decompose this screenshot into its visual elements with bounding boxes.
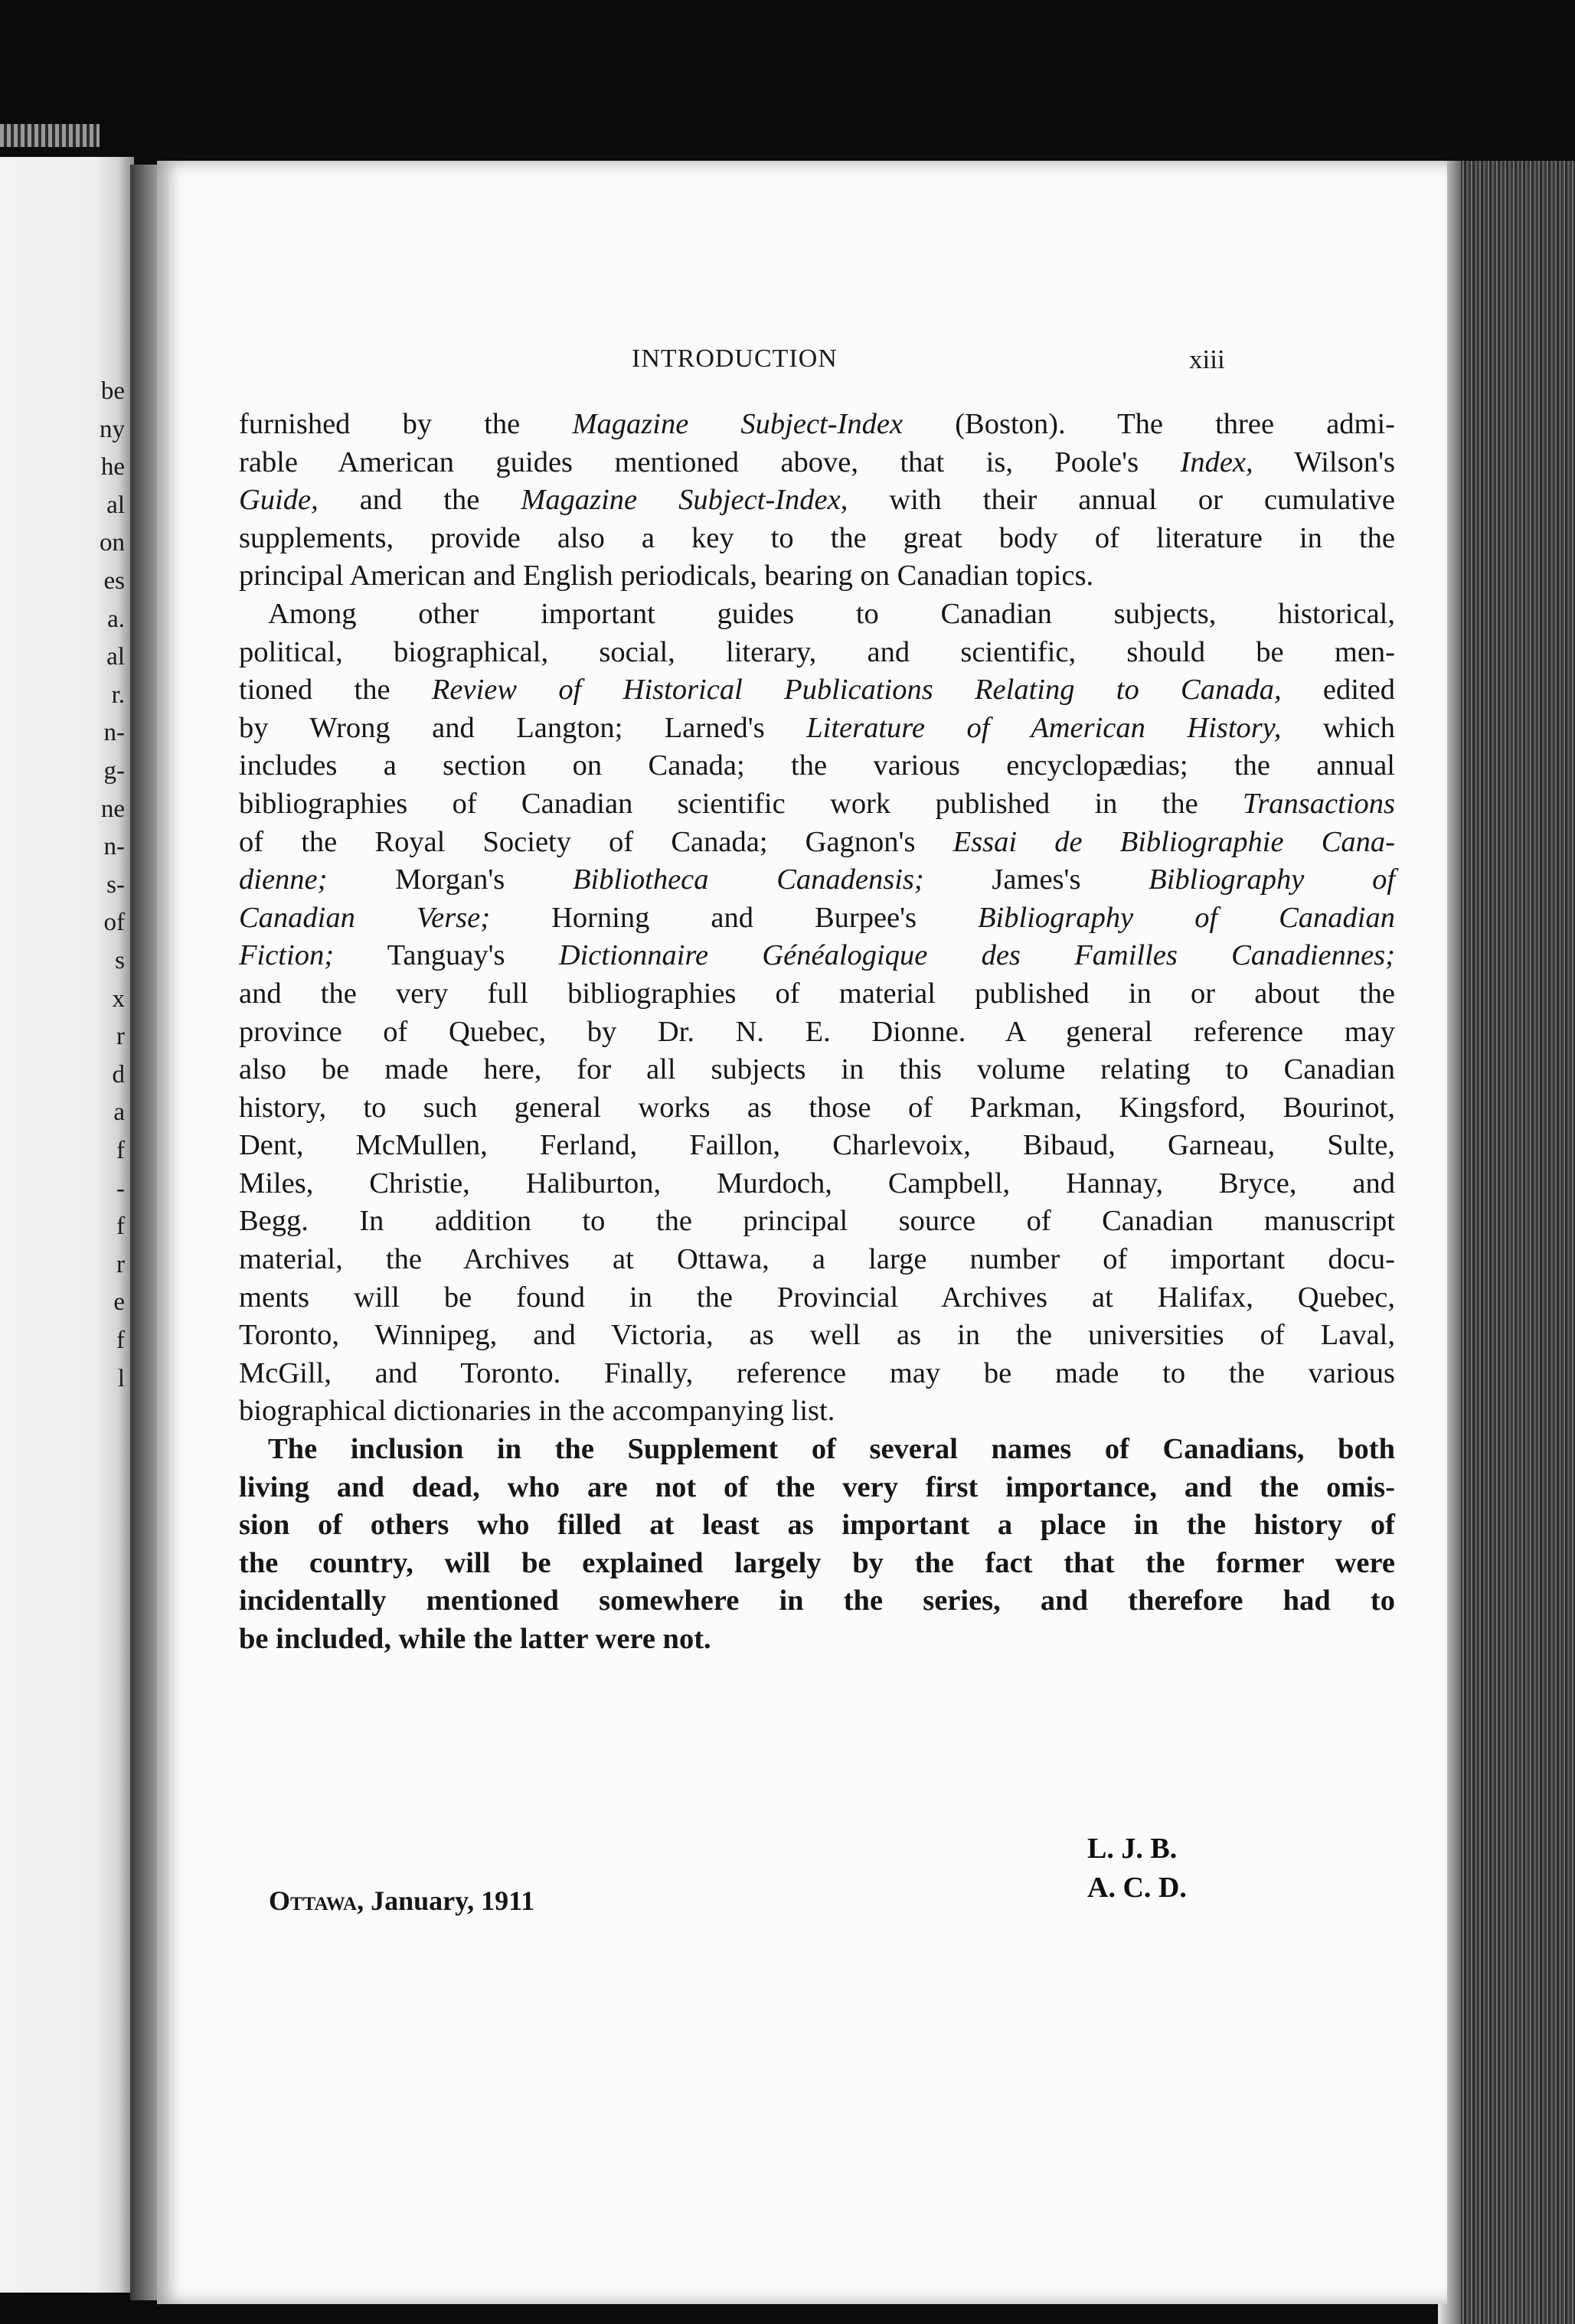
- left-page-text-fragment: l: [117, 1364, 125, 1392]
- text-line: [239, 861, 1395, 899]
- running-head: [157, 344, 1447, 383]
- text-line: [239, 1545, 1395, 1583]
- text-run: Toronto, Winnipeg, and Victoria, as well as in the universities of Laval,: [239, 1319, 1395, 1352]
- text-run: by Wrong and Langton; Larned's: [239, 711, 807, 744]
- text-line: [239, 1392, 1395, 1431]
- left-page-text-fragment: be: [100, 377, 125, 405]
- text-run: province of Quebec, by Dr. N. E. Dionne. A general reference may: [239, 1015, 1395, 1048]
- text-line: [239, 671, 1395, 710]
- text-line: [239, 975, 1395, 1013]
- text-run: includes a section on Canada; the various encyclopædias; the annual: [239, 749, 1395, 782]
- dateline: [269, 1885, 534, 1917]
- text-run: which: [1281, 711, 1395, 744]
- text-run: Horning and Burpee's: [490, 901, 979, 934]
- italic-title: Essai de Bibliographie Cana-: [953, 825, 1395, 858]
- text-line: [239, 747, 1395, 785]
- italic-title: Canadian Verse;: [239, 901, 491, 934]
- left-page-text-fragment: a.: [107, 605, 125, 633]
- left-page-text-fragment: f: [116, 1213, 125, 1241]
- left-page-text-fragment: g-: [103, 757, 125, 785]
- italic-title: Dictionnaire Généalogique des Familles Canadiennes;: [558, 939, 1395, 972]
- text-line: [239, 937, 1395, 975]
- dateline-date: , January, 1911: [357, 1885, 535, 1916]
- left-facing-page: [0, 157, 134, 2293]
- signature-line-1: L. J. B.: [1087, 1833, 1178, 1865]
- text-run: political, biographical, social, literary, and scientific, should be men-: [239, 635, 1395, 668]
- left-page-text-fragment: he: [100, 453, 125, 481]
- signature-line-2: A. C. D.: [1087, 1872, 1187, 1904]
- text-run: tioned the: [239, 674, 432, 707]
- running-title: INTRODUCTION: [632, 344, 838, 373]
- text-line: [239, 1203, 1395, 1241]
- italic-title: Literature of American History,: [806, 711, 1282, 744]
- left-page-text-fragment: a: [113, 1098, 125, 1127]
- italic-title: Transactions: [1243, 787, 1395, 820]
- text-line: [239, 557, 1395, 596]
- text-run: Tanguay's: [334, 939, 559, 972]
- paragraph-1: [239, 406, 1395, 596]
- text-run: Wilson's: [1253, 446, 1395, 478]
- text-line: [239, 1127, 1395, 1165]
- left-page-text-fragment: n-: [103, 719, 125, 747]
- italic-title: Index,: [1180, 446, 1253, 478]
- text-line: [239, 824, 1395, 862]
- text-run: biographical dictionaries in the accompanying list.: [239, 1395, 835, 1428]
- text-line: [239, 1317, 1395, 1355]
- text-run: material, the Archives at Ottawa, a large number of important docu-: [239, 1243, 1395, 1276]
- text-run: rable American guides mentioned above, that is, Poole's: [239, 446, 1181, 478]
- signature-initials: [1087, 1829, 1187, 1908]
- text-run: and the very full bibliographies of material published in or about the: [239, 977, 1395, 1010]
- text-line: [239, 1051, 1395, 1089]
- left-page-text-fragment: e: [113, 1288, 125, 1317]
- text-run: ments will be found in the Provincial Archives at Halifax, Quebec,: [239, 1281, 1395, 1314]
- text-run: history, to such general works as those of Parkman, Kingsford, Bourinot,: [239, 1091, 1395, 1124]
- text-line: [239, 1279, 1395, 1317]
- left-page-text-fragment: f: [116, 1327, 125, 1354]
- left-page-text-fragment: d: [112, 1060, 125, 1089]
- italic-title: Magazine Subject-Index: [572, 408, 904, 440]
- text-run: Among other important guides to Canadian subjects, historical,: [268, 597, 1395, 630]
- text-run: of the Royal Society of Canada; Gagnon's: [239, 825, 953, 858]
- text-run: edited: [1281, 674, 1395, 707]
- text-run: the country, will be explained largely by the fact that the former were: [239, 1546, 1395, 1579]
- text-line: [239, 1621, 1395, 1659]
- italic-title: Bibliotheca Canadensis;: [573, 863, 924, 896]
- text-run: with their annual or cumulative: [848, 484, 1395, 517]
- text-run: McGill, and Toronto. Finally, reference may be made to the various: [239, 1356, 1395, 1389]
- italic-title: Bibliography of Canadian: [978, 901, 1395, 934]
- italic-title: Review of Historical Publications Relating to Canada,: [431, 674, 1282, 707]
- text-line: [239, 1469, 1395, 1507]
- text-run: be included, while the latter were not.: [239, 1623, 711, 1655]
- text-line: [239, 1013, 1395, 1052]
- left-page-text-fragment: s: [115, 947, 125, 974]
- text-run: sion of others who filled at least as important a place in the history of: [239, 1509, 1395, 1542]
- italic-title: Guide,: [239, 484, 319, 517]
- dateline-place: Ottawa: [269, 1885, 358, 1916]
- italic-title: dienne;: [239, 863, 328, 896]
- text-line: [239, 406, 1395, 444]
- left-page-text-fragment: es: [103, 567, 125, 595]
- text-line: [239, 481, 1395, 520]
- left-page-text-fragment: n-: [103, 833, 125, 861]
- text-line: [239, 1165, 1395, 1203]
- text-run: bibliographies of Canadian scientific work published in the: [239, 787, 1243, 820]
- text-line: [239, 1241, 1395, 1279]
- text-run: and the: [318, 484, 521, 517]
- text-run: Dent, McMullen, Ferland, Faillon, Charlevoix, Bibaud, Garneau, Sulte,: [239, 1129, 1395, 1162]
- text-run: supplements, provide also a key to the great body of literature in the: [239, 521, 1395, 554]
- text-run: Begg. In addition to the principal source of Canadian manuscript: [239, 1205, 1395, 1238]
- text-run: The inclusion in the Supplement of several names of Canadians, both: [268, 1433, 1395, 1466]
- text-line: [239, 1506, 1395, 1545]
- italic-title: Bibliography of: [1149, 863, 1396, 896]
- paragraph-3: [239, 1431, 1395, 1659]
- book-right-edge: [1447, 161, 1575, 2324]
- italic-title: Fiction;: [239, 939, 335, 972]
- left-page-text-fragment: on: [100, 529, 125, 557]
- left-page-edge-strip: [0, 124, 100, 147]
- body-text: [239, 406, 1395, 1659]
- text-line: [239, 1089, 1395, 1128]
- text-line: [239, 520, 1395, 558]
- left-page-text-fragment: r: [116, 1250, 125, 1278]
- left-page-text-fragment: -: [116, 1174, 125, 1203]
- text-run: incidentally mentioned somewhere in the series, and therefore had to: [239, 1585, 1395, 1617]
- left-page-text-fragment: r.: [111, 681, 125, 709]
- text-line: [239, 899, 1395, 938]
- book-page: [157, 161, 1447, 2304]
- text-run: furnished by the: [239, 408, 573, 440]
- left-page-text-fragment: al: [106, 491, 125, 519]
- text-line: [239, 634, 1395, 672]
- text-line: [239, 1355, 1395, 1393]
- text-line: [239, 1431, 1395, 1469]
- text-run: principal American and English periodicals, bearing on Canadian topics.: [239, 560, 1094, 592]
- text-run: James's: [923, 863, 1149, 896]
- left-page-text-fragment: r: [116, 1023, 125, 1051]
- text-line: [239, 710, 1395, 748]
- text-line: [239, 596, 1395, 634]
- text-run: living and dead, who are not of the very first importance, and the omis-: [239, 1470, 1395, 1503]
- left-page-text-fragment: al: [106, 643, 125, 671]
- left-page-text-fragment: x: [112, 984, 125, 1013]
- italic-title: Magazine Subject-Index,: [521, 484, 848, 517]
- text-line: [239, 1582, 1395, 1621]
- text-line: [239, 444, 1395, 482]
- text-run: Morgan's: [327, 863, 573, 896]
- paragraph-2: [239, 596, 1395, 1431]
- left-page-text-fragment: s-: [106, 870, 125, 899]
- left-page-text-fragment: of: [103, 909, 125, 937]
- left-page-text-fragment: f: [116, 1137, 125, 1164]
- text-run: Miles, Christie, Haliburton, Murdoch, Campbell, Hannay, Bryce, and: [239, 1167, 1395, 1200]
- text-run: (Boston). The three admi-: [903, 408, 1395, 440]
- text-run: also be made here, for all subjects in this volume relating to Canadian: [239, 1053, 1395, 1086]
- left-page-text-fragment: ne: [100, 795, 125, 823]
- text-line: [239, 785, 1395, 824]
- left-page-text-fragment: ny: [100, 415, 125, 443]
- page-number: xiii: [1189, 344, 1225, 374]
